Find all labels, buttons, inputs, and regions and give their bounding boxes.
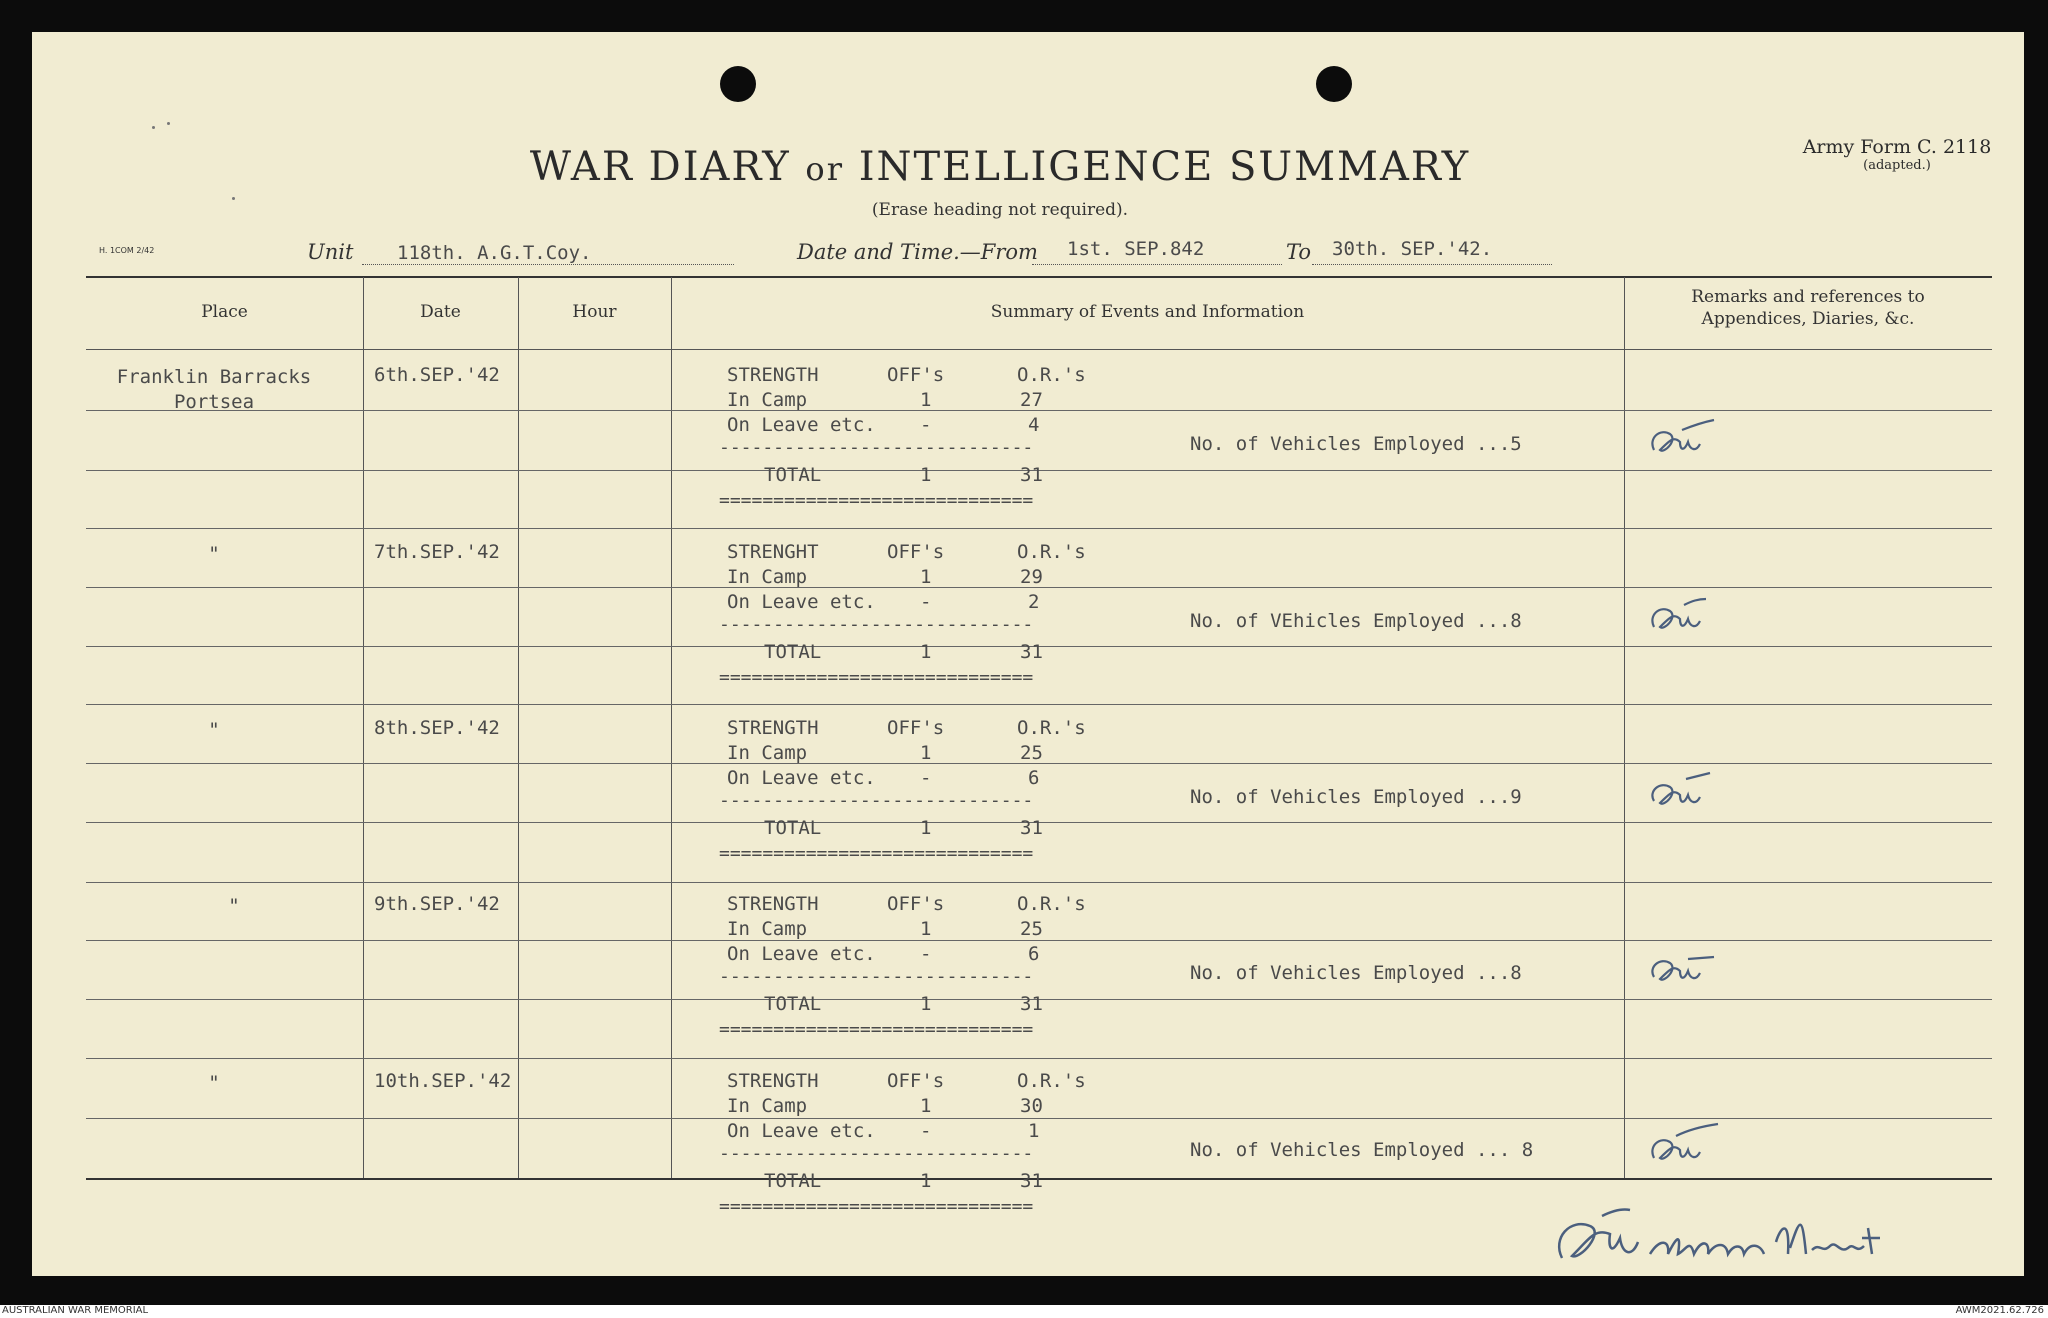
footer-institution: AUSTRALIAN WAR MEMORIAL	[2, 1305, 149, 1316]
date-to-dotted-line	[1312, 264, 1552, 265]
paper-speck	[152, 126, 155, 129]
ruled-line	[86, 882, 1992, 883]
total-label: TOTAL	[764, 464, 822, 486]
on-leave-off: -	[920, 414, 932, 436]
strength-label: STRENGHT	[727, 541, 819, 563]
ruled-line	[86, 940, 1992, 941]
archive-footer	[0, 1305, 2048, 1318]
in-camp-label: In Camp	[727, 918, 808, 940]
subtotal-dash-line: -----------------------------	[719, 437, 1034, 458]
date-from-dotted-line	[1032, 264, 1282, 265]
in-camp-label: In Camp	[727, 742, 808, 764]
place-line-1: "	[208, 1072, 220, 1094]
ors-label: O.R.'s	[1017, 717, 1086, 739]
unit-label: Unit	[307, 240, 354, 264]
in-camp-off: 1	[920, 742, 932, 764]
unit-dotted-line	[362, 264, 734, 265]
in-camp-or: 25	[1020, 742, 1043, 764]
on-leave-or: 4	[1028, 414, 1040, 436]
total-or: 31	[1020, 1170, 1043, 1192]
ruled-line	[86, 1058, 1992, 1059]
total-or: 31	[1020, 993, 1043, 1015]
in-camp-off: 1	[920, 1095, 932, 1117]
date-to-label: To	[1286, 240, 1312, 264]
on-leave-or: 2	[1028, 591, 1040, 613]
strength-label: STRENGTH	[727, 717, 819, 739]
footer-reference: AWM2021.62.726	[1955, 1305, 2044, 1316]
ors-label: O.R.'s	[1017, 364, 1086, 386]
punch-hole-left	[720, 66, 756, 102]
vehicles-employed: No. of Vehicles Employed ...5	[1190, 433, 1522, 455]
officer-initials	[1648, 416, 1720, 460]
subtotal-dash-line: -----------------------------	[719, 966, 1034, 987]
form-code: H. 1COM 2/42	[99, 246, 155, 255]
in-camp-label: In Camp	[727, 1095, 808, 1117]
total-or: 31	[1020, 464, 1043, 486]
strength-label: STRENGTH	[727, 364, 819, 386]
header-bottom-rule	[86, 349, 1992, 350]
title-war-diary: WAR DIARY	[529, 144, 791, 190]
total-or: 31	[1020, 641, 1043, 663]
officer-initials	[1648, 769, 1720, 813]
signature-text: A Weldman Lieut	[1550, 1198, 1559, 1199]
total-or: 31	[1020, 817, 1043, 839]
ors-label: O.R.'s	[1017, 541, 1086, 563]
form-title	[32, 144, 2000, 190]
strength-label: STRENGTH	[727, 893, 819, 915]
total-off: 1	[920, 993, 932, 1015]
in-camp-or: 29	[1020, 566, 1043, 588]
title-intelligence-summary: INTELLIGENCE SUMMARY	[858, 144, 1471, 190]
adapted-label: (adapted.)	[1863, 158, 1931, 173]
on-leave-label: On Leave etc.	[727, 767, 876, 789]
column-header-date: Date	[420, 302, 461, 322]
offs-label: OFF's	[887, 541, 945, 563]
ruled-line	[86, 1118, 1992, 1119]
on-leave-label: On Leave etc.	[727, 943, 876, 965]
offs-label: OFF's	[887, 364, 945, 386]
in-camp-off: 1	[920, 389, 932, 411]
column-divider-hour-summary	[671, 277, 672, 1178]
offs-label: OFF's	[887, 1070, 945, 1092]
subtotal-dash-line: -----------------------------	[719, 1143, 1034, 1164]
subtotal-dash-line: -----------------------------	[719, 790, 1034, 811]
offs-label: OFF's	[887, 893, 945, 915]
on-leave-or: 6	[1028, 943, 1040, 965]
ruled-line	[86, 528, 1992, 529]
column-header-summary: Summary of Events and Information	[990, 302, 1305, 322]
date-to-value: 30th. SEP.'42.	[1332, 238, 1493, 260]
total-label: TOTAL	[764, 1170, 822, 1192]
in-camp-off: 1	[920, 918, 932, 940]
entry-date: 10th.SEP.'42	[374, 1070, 512, 1092]
place-line-1: "	[208, 543, 220, 565]
ruled-line	[86, 704, 1992, 705]
vehicles-employed: No. of VEhicles Employed ...8	[1190, 610, 1522, 632]
entry-date: 9th.SEP.'42	[374, 893, 500, 915]
in-camp-off: 1	[920, 566, 932, 588]
column-header-place: Place	[201, 302, 248, 322]
column-divider-summary-remarks	[1624, 277, 1625, 1178]
total-label: TOTAL	[764, 817, 822, 839]
total-equals-line: =============================	[719, 1196, 1034, 1217]
war-diary-sheet	[32, 32, 2024, 1276]
on-leave-label: On Leave etc.	[727, 414, 876, 436]
army-form-label: Army Form C. 2118	[1802, 136, 1992, 158]
date-from-value: 1st. SEP.842	[1067, 238, 1205, 260]
officer-initials	[1648, 1122, 1720, 1166]
total-label: TOTAL	[764, 641, 822, 663]
officer-signature	[1550, 1198, 1950, 1276]
total-equals-line: =============================	[719, 667, 1034, 688]
on-leave-label: On Leave etc.	[727, 591, 876, 613]
unit-value: 118th. A.G.T.Coy.	[397, 242, 592, 264]
in-camp-or: 25	[1020, 918, 1043, 940]
in-camp-or: 30	[1020, 1095, 1043, 1117]
form-subtitle: (Erase heading not required).	[871, 200, 1129, 220]
officer-initials	[1648, 945, 1720, 989]
offs-label: OFF's	[887, 717, 945, 739]
in-camp-label: In Camp	[727, 566, 808, 588]
column-divider-place-date	[363, 277, 364, 1178]
on-leave-off: -	[920, 1120, 932, 1142]
date-from-label: Date and Time.—From	[797, 240, 1038, 264]
entry-date: 7th.SEP.'42	[374, 541, 500, 563]
in-camp-label: In Camp	[727, 389, 808, 411]
table-top-rule	[86, 276, 1992, 278]
column-header-hour: Hour	[572, 302, 617, 322]
strength-label: STRENGTH	[727, 1070, 819, 1092]
vehicles-employed: No. of Vehicles Employed ...8	[1190, 962, 1522, 984]
ors-label: O.R.'s	[1017, 893, 1086, 915]
on-leave-off: -	[920, 943, 932, 965]
entry-date: 6th.SEP.'42	[374, 364, 500, 386]
punch-hole-right	[1316, 66, 1352, 102]
place-line-2: Portsea	[173, 391, 255, 413]
total-equals-line: =============================	[719, 843, 1034, 864]
on-leave-off: -	[920, 591, 932, 613]
place-line-1: "	[228, 895, 240, 917]
ors-label: O.R.'s	[1017, 1070, 1086, 1092]
army-form-number	[1782, 136, 2012, 173]
entry-date: 8th.SEP.'42	[374, 717, 500, 739]
vehicles-employed: No. of Vehicles Employed ... 8	[1190, 1139, 1534, 1161]
paper-speck	[167, 122, 170, 125]
on-leave-label: On Leave etc.	[727, 1120, 876, 1142]
title-or: or	[805, 150, 844, 188]
total-off: 1	[920, 464, 932, 486]
on-leave-or: 6	[1028, 767, 1040, 789]
column-header-remarks-line2: Appendices, Diaries, &c.	[1701, 309, 1915, 329]
total-equals-line: =============================	[719, 490, 1034, 511]
total-equals-line: =============================	[719, 1019, 1034, 1040]
column-divider-date-hour	[518, 277, 519, 1178]
place-line-1: Franklin Barracks	[116, 366, 312, 388]
on-leave-or: 1	[1028, 1120, 1040, 1142]
total-off: 1	[920, 1170, 932, 1192]
place-line-1: "	[208, 719, 220, 741]
total-label: TOTAL	[764, 993, 822, 1015]
on-leave-off: -	[920, 767, 932, 789]
subtotal-dash-line: -----------------------------	[719, 614, 1034, 635]
column-header-remarks-line1: Remarks and references to	[1691, 287, 1925, 307]
vehicles-employed: No. of Vehicles Employed ...9	[1190, 786, 1522, 808]
in-camp-or: 27	[1020, 389, 1043, 411]
total-off: 1	[920, 641, 932, 663]
total-off: 1	[920, 817, 932, 839]
officer-initials	[1648, 593, 1720, 637]
